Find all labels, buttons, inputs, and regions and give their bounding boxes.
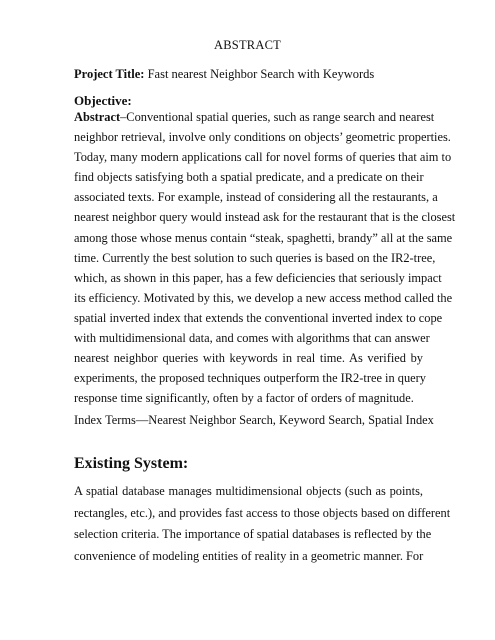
- abstract-line: response time significantly, often by a factor of orders of magnitude.: [74, 391, 414, 406]
- existing-system-line: rectangles, etc.), and provides fast access to those objects based on different: [74, 505, 451, 520]
- objective-heading: Objective:: [74, 93, 132, 108]
- abstract-line: time. Currently the best solution to such queries is based on the IR2-tree,: [74, 250, 436, 265]
- abstract-line: [74, 107, 435, 127]
- abstract-line: associated texts. For example, instead of considering all the restaurants, a: [74, 190, 438, 205]
- abstract-line-text: –Conventional spatial queries, such as range search and nearest: [120, 110, 435, 124]
- abstract-line: nearest neighbor queries with keywords in real time. As verified by: [74, 351, 423, 366]
- abstract-line: its efficiency. Motivated by this, we develop a new access method called the: [74, 290, 453, 305]
- existing-system-line: A spatial database manages multidimensional objects (such as points,: [74, 484, 423, 498]
- document-title: ABSTRACT: [214, 38, 281, 52]
- abstract-lead: Abstract: [74, 110, 121, 124]
- abstract-line: spatial inverted index that extends the conventional inverted index to cope: [74, 310, 443, 325]
- abstract-line: nearest neighbor query would instead ask for the restaurant that is the closest: [74, 210, 456, 225]
- existing-system-heading: Existing System:: [74, 455, 189, 472]
- abstract-line: find objects satisfying both a spatial predicate, and a predicate on their: [74, 170, 424, 185]
- existing-system-paragraph: [74, 481, 451, 567]
- existing-system-line: selection criteria. The importance of spatial databases is reflected by the: [74, 527, 432, 541]
- project-title-line: [74, 67, 374, 82]
- abstract-paragraph: [74, 107, 456, 408]
- abstract-line: with multidimensional data, and comes with algorithms that can answer: [74, 331, 430, 346]
- existing-system-line: convenience of modeling entities of reality in a geometric manner. For: [74, 548, 424, 563]
- project-title-label: Project Title:: [74, 67, 145, 81]
- abstract-line: among those whose menus contain “steak, spaghetti, brandy” all at the same: [74, 230, 453, 245]
- abstract-line: neighbor retrieval, involve only conditions on objects’ geometric properties.: [74, 130, 451, 145]
- abstract-line: Today, many modern applications call for novel forms of queries that aim to: [74, 150, 452, 165]
- abstract-line: which, as shown in this paper, has a few deficiencies that seriously impact: [74, 270, 442, 285]
- index-terms: Index Terms—Nearest Neighbor Search, Keyword Search, Spatial Index: [74, 413, 434, 427]
- abstract-line: experiments, the proposed techniques outperform the IR2-tree in query: [74, 371, 426, 386]
- project-title-value: Fast nearest Neighbor Search with Keywords: [147, 67, 375, 81]
